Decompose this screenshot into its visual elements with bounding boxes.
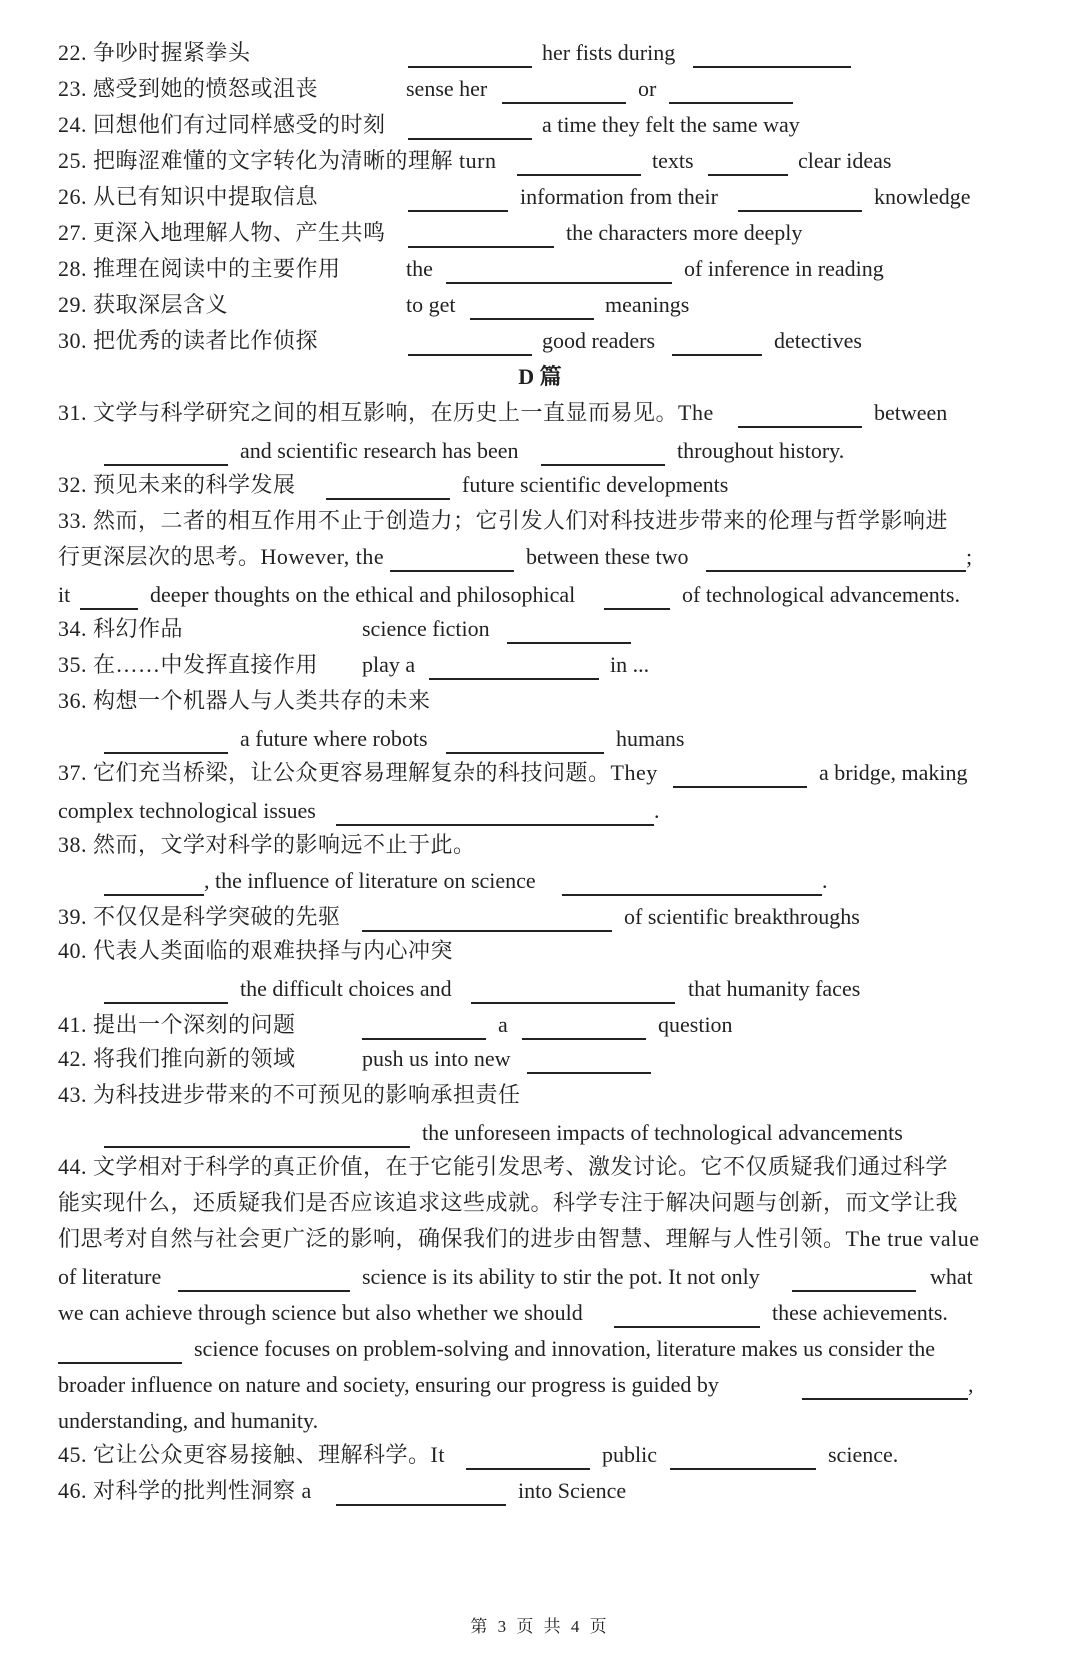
item-38-text-1: , the influence of literature on science <box>204 868 536 893</box>
item-25-chinese: 25. 把晦涩难懂的文字转化为清晰的理解 turn <box>58 148 497 173</box>
item-37-chinese: 37. 它们充当桥梁，让公众更容易理解复杂的科技问题。They <box>58 760 658 785</box>
item-32-blank-1[interactable] <box>326 476 450 500</box>
item-37-blank-1[interactable] <box>673 764 807 788</box>
item-35-blank-1[interactable] <box>429 656 599 680</box>
item-41-text-2: question <box>658 1012 733 1037</box>
item-27-chinese: 27. 更深入地理解人物、产生共鸣 <box>58 220 386 245</box>
item-26-text-1: information from their <box>520 184 718 209</box>
item-40-text-1: the difficult choices and <box>240 976 452 1001</box>
item-43-text: the unforeseen impacts of technological advancements <box>422 1120 903 1145</box>
item-25-blank-2[interactable] <box>708 152 788 176</box>
item-23-text-2: or <box>638 76 657 101</box>
item-46-text: into Science <box>518 1478 627 1503</box>
item-33-blank-3[interactable] <box>80 586 138 610</box>
item-44-chinese-2: 能实现什么，还质疑我们是否应该追求这些成就。科学专注于解决问题与创新，而文学让我 <box>58 1190 959 1215</box>
item-43-chinese: 43. 为科技进步带来的不可预见的影响承担责任 <box>58 1082 521 1107</box>
item-37-text-2: complex technological issues <box>58 798 316 823</box>
item-44-chinese-1: 44. 文学相对于科学的真正价值，在于它能引发思考、激发讨论。它不仅质疑我们通过科学 <box>58 1154 949 1179</box>
item-42-blank-1[interactable] <box>527 1050 651 1074</box>
item-44-text-6: science focuses on problem-solving and innovation, literature makes us consider the <box>194 1336 936 1361</box>
item-44-text-5: these achievements. <box>772 1300 948 1325</box>
item-25-text-2: clear ideas <box>798 148 892 173</box>
item-34-text: science fiction <box>362 616 490 641</box>
item-39-text: of scientific breakthroughs <box>624 904 860 929</box>
item-42-text: push us into new <box>362 1046 511 1071</box>
item-29-text-2: meanings <box>605 292 690 317</box>
item-45-text-1: public <box>602 1442 657 1467</box>
item-44-text-1: of literature <box>58 1264 162 1289</box>
item-40-blank-2[interactable] <box>471 980 675 1004</box>
item-33-blank-1[interactable] <box>390 548 514 572</box>
item-45-chinese: 45. 它让公众更容易接触、理解科学。It <box>58 1442 445 1467</box>
item-25-blank-1[interactable] <box>517 152 641 176</box>
item-28-chinese: 28. 推理在阅读中的主要作用 <box>58 256 341 281</box>
item-30-blank-1[interactable] <box>408 332 532 356</box>
item-22-blank-2[interactable] <box>693 44 851 68</box>
item-26-blank-1[interactable] <box>408 188 508 212</box>
item-28-blank-1[interactable] <box>446 260 672 284</box>
item-44-text-2: science is its ability to stir the pot. It not only <box>362 1264 760 1289</box>
item-33-text-1: between these two <box>526 544 689 569</box>
item-24-blank-1[interactable] <box>408 116 532 140</box>
item-34-chinese: 34. 科幻作品 <box>58 616 184 641</box>
item-44-blank-2[interactable] <box>792 1268 916 1292</box>
item-28-text-2: of inference in reading <box>684 256 884 281</box>
item-31-text-3: throughout history. <box>677 438 845 463</box>
item-37-blank-2[interactable] <box>336 802 654 826</box>
item-36-text-2: humans <box>616 726 685 751</box>
page-footer: 第 3 页 共 4 页 <box>470 1617 610 1636</box>
item-38-blank-1[interactable] <box>104 872 204 896</box>
item-33-chinese-1: 33. 然而，二者的相互作用不止于创造力；它引发人们对科技进步带来的伦理与哲学影响进 <box>58 508 949 533</box>
item-33-text-4: deeper thoughts on the ethical and philosophical <box>150 582 576 607</box>
item-31-blank-3[interactable] <box>541 442 665 466</box>
item-40-blank-1[interactable] <box>104 980 228 1004</box>
item-23-blank-1[interactable] <box>502 80 626 104</box>
item-32-text: future scientific developments <box>462 472 729 497</box>
item-36-blank-1[interactable] <box>104 730 228 754</box>
item-37-text-3: . <box>654 798 660 823</box>
item-42-chinese: 42. 将我们推向新的领域 <box>58 1046 296 1071</box>
item-33-text-3: it <box>58 582 71 607</box>
item-31-text-1: between <box>874 400 948 425</box>
item-31-text-2: and scientific research has been <box>240 438 519 463</box>
item-30-blank-2[interactable] <box>672 332 762 356</box>
item-29-text-1: to get <box>406 292 456 317</box>
item-30-text-1: good readers <box>542 328 656 353</box>
item-22-text: her fists during <box>542 40 676 65</box>
item-41-text-1: a <box>498 1012 508 1037</box>
item-29-blank-1[interactable] <box>470 296 594 320</box>
item-38-blank-2[interactable] <box>562 872 822 896</box>
item-27-text: the characters more deeply <box>566 220 803 245</box>
item-31-blank-2[interactable] <box>104 442 228 466</box>
item-45-blank-2[interactable] <box>670 1446 816 1470</box>
item-41-chinese: 41. 提出一个深刻的问题 <box>58 1012 296 1037</box>
item-35-text-1: play a <box>362 652 416 677</box>
item-44-text-9: understanding, and humanity. <box>58 1408 319 1433</box>
item-38-text-2: . <box>822 868 828 893</box>
item-46-blank-1[interactable] <box>336 1482 506 1506</box>
item-40-chinese: 40. 代表人类面临的艰难抉择与内心冲突 <box>58 938 454 963</box>
item-39-chinese: 39. 不仅仅是科学突破的先驱 <box>58 904 341 929</box>
item-44-blank-4[interactable] <box>58 1340 182 1364</box>
item-36-chinese: 36. 构想一个机器人与人类共存的未来 <box>58 688 431 713</box>
item-40-text-2: that humanity faces <box>688 976 861 1001</box>
item-36-blank-2[interactable] <box>446 730 604 754</box>
item-26-chinese: 26. 从已有知识中提取信息 <box>58 184 319 209</box>
item-44-text-8: , <box>968 1372 974 1397</box>
item-39-blank-1[interactable] <box>362 908 612 932</box>
item-44-blank-3[interactable] <box>614 1304 760 1328</box>
item-46-chinese: 46. 对科学的批判性洞察 a <box>58 1478 312 1503</box>
item-45-blank-1[interactable] <box>466 1446 590 1470</box>
item-36-text-1: a future where robots <box>240 726 428 751</box>
item-33-blank-4[interactable] <box>604 586 670 610</box>
item-22-chinese: 22. 争吵时握紧拳头 <box>58 40 251 65</box>
item-23-text-1: sense her <box>406 76 488 101</box>
item-30-chinese: 30. 把优秀的读者比作侦探 <box>58 328 319 353</box>
item-38-chinese: 38. 然而，文学对科学的影响远不止于此。 <box>58 832 476 857</box>
item-44-chinese-3: 们思考对自然与社会更广泛的影响，确保我们的进步由智慧、理解与人性引领。The true value <box>58 1226 980 1251</box>
item-29-chinese: 29. 获取深层含义 <box>58 292 229 317</box>
item-24-chinese: 24. 回想他们有过同样感受的时刻 <box>58 112 386 137</box>
item-31-blank-1[interactable] <box>738 404 862 428</box>
item-35-chinese: 35. 在……中发挥直接作用 <box>58 652 319 677</box>
item-33-text-2: ; <box>966 544 973 569</box>
item-44-text-3: what <box>930 1264 973 1289</box>
item-23-blank-2[interactable] <box>669 80 793 104</box>
item-26-blank-2[interactable] <box>738 188 862 212</box>
item-22-blank-1[interactable] <box>408 44 532 68</box>
item-28-text-1: the <box>406 256 433 281</box>
item-37-text-1: a bridge, making <box>819 760 968 785</box>
item-43-blank-1[interactable] <box>104 1124 410 1148</box>
item-25-text-1: texts <box>652 148 694 173</box>
item-27-blank-1[interactable] <box>408 224 554 248</box>
item-41-blank-1[interactable] <box>362 1016 486 1040</box>
item-35-text-2: in ... <box>610 652 650 677</box>
item-45-text-2: science. <box>828 1442 899 1467</box>
item-23-chinese: 23. 感受到她的愤怒或沮丧 <box>58 76 319 101</box>
item-24-text: a time they felt the same way <box>542 112 800 137</box>
item-31-chinese: 31. 文学与科学研究之间的相互影响，在历史上一直显而易见。The <box>58 400 714 425</box>
item-44-blank-5[interactable] <box>802 1376 968 1400</box>
item-44-text-7: broader influence on nature and society, ensuring our progress is guided by <box>58 1372 719 1397</box>
item-44-text-4: we can achieve through science but also whether we should <box>58 1300 583 1325</box>
item-44-blank-1[interactable] <box>178 1268 350 1292</box>
item-33-blank-2[interactable] <box>706 548 966 572</box>
item-30-text-2: detectives <box>774 328 862 353</box>
item-34-blank-1[interactable] <box>507 620 631 644</box>
item-41-blank-2[interactable] <box>522 1016 646 1040</box>
item-33-text-5: of technological advancements. <box>682 582 960 607</box>
section-title-d: D 篇 <box>518 364 562 389</box>
item-26-text-2: knowledge <box>874 184 971 209</box>
item-33-chinese-2: 行更深层次的思考。However, the <box>58 544 385 569</box>
item-32-chinese: 32. 预见未来的科学发展 <box>58 472 296 497</box>
